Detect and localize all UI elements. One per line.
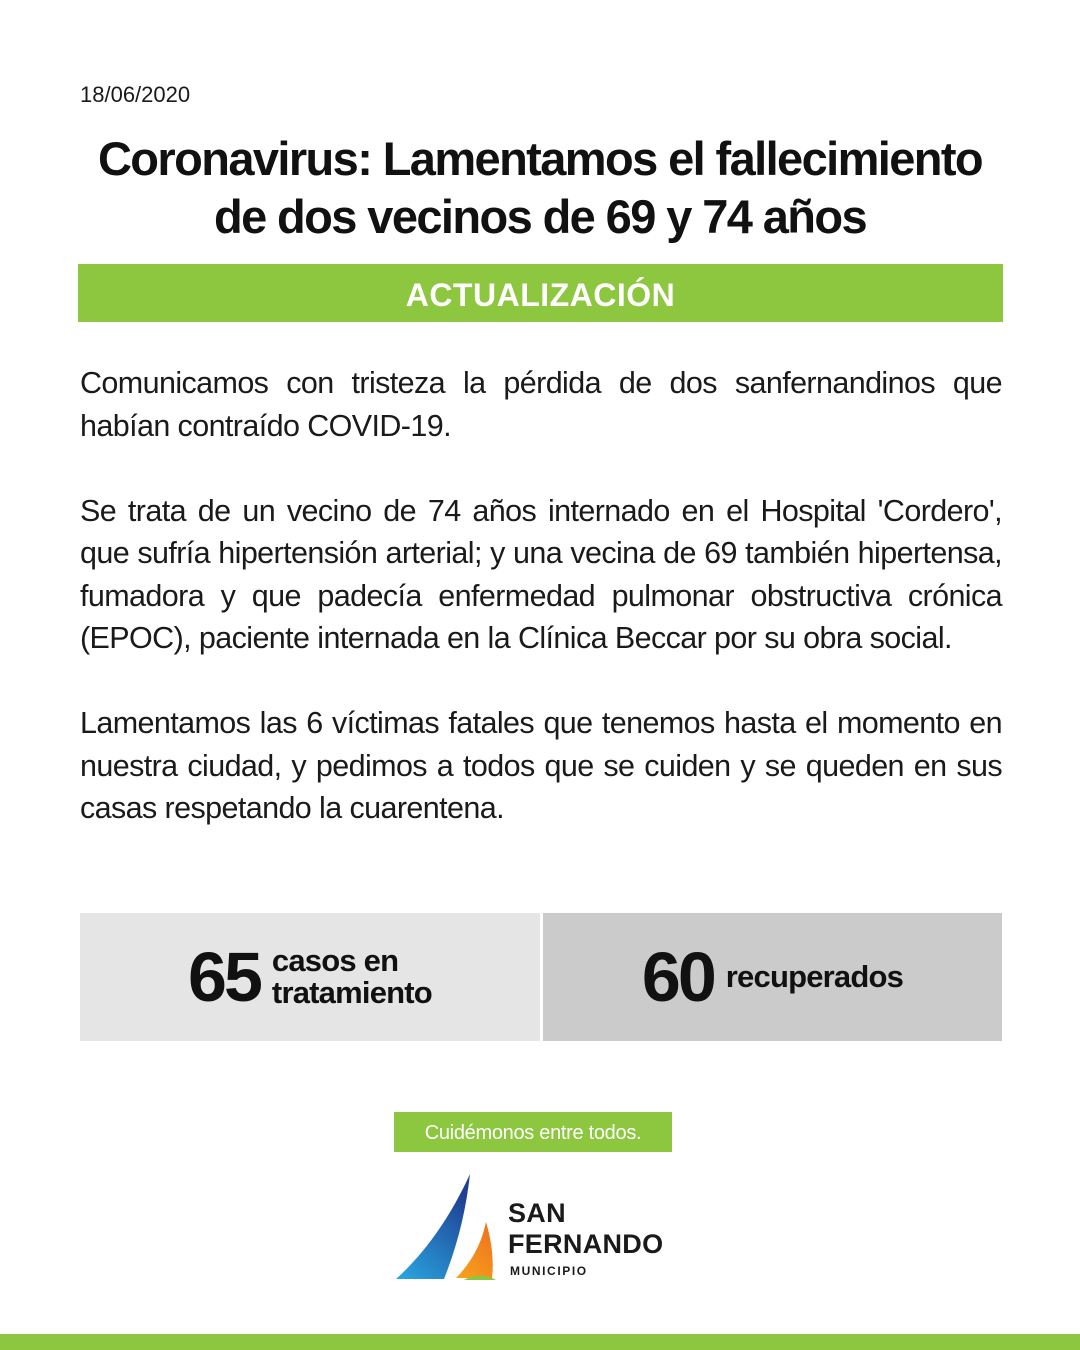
title-line-1: Coronavirus: Lamentamos el fallecimiento bbox=[97, 132, 983, 185]
sailboat-logo-icon bbox=[394, 1170, 506, 1285]
body-text bbox=[80, 362, 1002, 872]
logo-text-municipio: MUNICIPIO bbox=[510, 1264, 588, 1278]
update-banner: ACTUALIZACIÓN bbox=[78, 264, 1003, 322]
san-fernando-logo bbox=[394, 1170, 694, 1285]
title-line-2: de dos vecinos de 69 y 74 años bbox=[213, 190, 867, 243]
stat-in-treatment-number: 65 bbox=[188, 938, 260, 1016]
stat-recovered-number: 60 bbox=[641, 938, 714, 1016]
logo-text-san: SAN bbox=[508, 1198, 566, 1228]
stat-in-treatment-label-line-2: tratamiento bbox=[271, 975, 432, 1010]
stats-panel bbox=[80, 913, 1002, 1041]
date: 18/06/2020 bbox=[80, 82, 191, 107]
stat-recovered bbox=[543, 913, 1002, 1041]
page-title bbox=[40, 130, 1040, 246]
slogan-badge: Cuidémonos entre todos. bbox=[394, 1112, 672, 1152]
stat-in-treatment bbox=[80, 913, 540, 1041]
bottom-accent-bar bbox=[0, 1334, 1080, 1350]
logo-text-fernando: FERNANDO bbox=[508, 1229, 664, 1259]
paragraph-2: Se trata de un vecino de 74 años internado en el Hospital 'Cordero', que sufría hipertensión arterial; y una vecina de 69 también hipertensa, fumadora y que padecía enfermedad pulmonar obstructiva crónica (EPOC), paciente internada en la Clínica Beccar por su obra social. bbox=[80, 493, 1002, 655]
paragraph-1: Comunicamos con tristeza la pérdida de dos sanfernandinos que habían contraído COVID-19. bbox=[80, 366, 1002, 443]
paragraph-3: Lamentamos las 6 víctimas fatales que tenemos hasta el momento en nuestra ciudad, y pedimos a todos que se cuiden y se queden en sus casas respetando la cuarentena. bbox=[80, 706, 1002, 825]
stat-in-treatment-label bbox=[272, 945, 432, 1009]
stat-recovered-label: recuperados bbox=[725, 959, 904, 994]
stat-in-treatment-label-line-1: casos en bbox=[271, 943, 399, 978]
